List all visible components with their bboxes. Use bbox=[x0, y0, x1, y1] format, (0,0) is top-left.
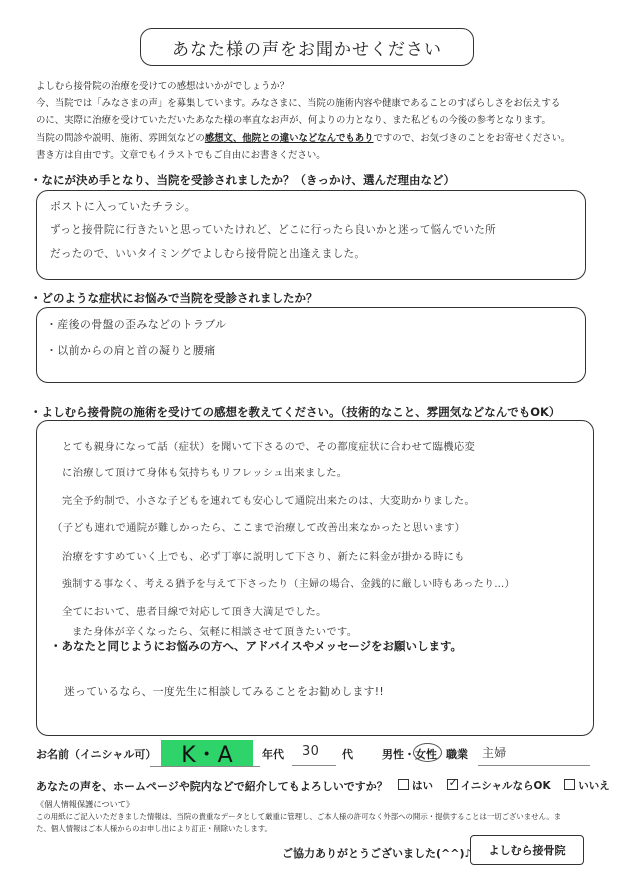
answer-1-line: だったので、いいタイミングでよしむら接骨院と出逢えました。 bbox=[50, 248, 366, 260]
question-3-label: ・よしむら接骨院の施術を受けての感想を教えてください。（技術的なこと、雰囲気などなんでもOK） bbox=[30, 405, 561, 419]
privacy-line: この用紙にご記入いただきました情報は、当院の貴重なデータとして厳重に管理し、ご本人様の許可なく外部への開示・提供することは一切ございません。ま bbox=[36, 812, 562, 821]
age-suffix: 代 bbox=[342, 748, 353, 761]
age-label: 年代 bbox=[262, 748, 284, 761]
privacy-section bbox=[36, 797, 616, 835]
thanks-text: ご協力ありがとうございました(^^)♪ bbox=[282, 847, 472, 860]
answer-3-line: とても親身になって話（症状）を聞いて下さるので、その都度症状に合わせて臨機応変 bbox=[62, 441, 476, 453]
intro-line: 当院の問診や説明、施術、雰囲気などの感想文、他院との違いなどなんでもありですので、お気づきのことをお寄せください。 bbox=[36, 132, 571, 144]
answer-3-line: に治療して頂けて身体も気持ちもリフレッシュ出来ました。 bbox=[62, 467, 348, 479]
page-title: あなた様の声をお聞かせください bbox=[140, 28, 474, 66]
clinic-name-box: よしむら接骨院 bbox=[470, 835, 584, 865]
option-no-label: いいえ bbox=[578, 780, 610, 792]
option-yes-label: はい bbox=[412, 780, 433, 792]
answer-1-line: ポストに入っていたチラシ。 bbox=[50, 200, 197, 213]
option-initial-label: イニシャルならOK bbox=[460, 780, 551, 792]
name-underline bbox=[150, 766, 260, 767]
intro-emphasis: 感想文、他院との違いなどなんでもあり bbox=[204, 132, 374, 144]
name-label: お名前（イニシャル可） bbox=[36, 748, 157, 761]
intro-text bbox=[36, 78, 616, 164]
answer-2-line: ・以前からの肩と首の凝りと腰痛 bbox=[46, 344, 216, 357]
answer-3-line: 強制する事なく、考える猶予を与えて下さったり（主婦の場合、金銭的に厳しい時もあったり…） bbox=[62, 579, 515, 590]
answer-3-line: （子ども連れで通院が難しかったら、ここまで治療して改善出来なかったと思います） bbox=[52, 522, 466, 534]
checkbox-no[interactable] bbox=[564, 779, 575, 790]
checkbox-initial[interactable] bbox=[447, 776, 458, 790]
job-value[interactable]: 主婦 bbox=[482, 746, 507, 760]
gender-select[interactable]: 男性・女性 bbox=[382, 748, 437, 761]
answer-3-line: 治療をすすめていく上でも、必ず丁寧に説明して下さり、新たに料金が掛かる時にも bbox=[62, 551, 465, 563]
privacy-line: た、個人情報はご本人様からのお申し出により訂正・削除いたします。 bbox=[36, 824, 272, 833]
intro-line: 今、当院では「みなさまの声」を募集しています。みなさまに、当院の施術内容や健康であることのすばらしさをお伝えする bbox=[36, 98, 561, 110]
answer-3-line: 完全予約制で、小さな子どもを連れても安心して通院出来たのは、大変助かりました。 bbox=[62, 495, 476, 507]
question-1-label: ・なにが決め手となり、当院を受診されましたか？（きっかけ、選んだ理由など） bbox=[30, 173, 456, 187]
age-underline bbox=[292, 765, 336, 766]
answer-4-text: 迷っているなら、一度先生に相談してみることをお勧めします!! bbox=[64, 685, 384, 698]
job-underline bbox=[478, 765, 590, 766]
age-value[interactable]: 30 bbox=[302, 744, 320, 759]
intro-line: よしむら接骨院の治療を受けての感想はいかがでしょうか？ bbox=[36, 81, 290, 92]
question-4-label: ・あなたと同じようにお悩みの方へ、アドバイスやメッセージをお願いします。 bbox=[50, 639, 463, 653]
check-mark-icon: ✓ bbox=[448, 776, 458, 789]
answer-1-line: ずっと接骨院に行きたいと思っていたけれど、どこに行ったら良いかと迷って悩んでいた所 bbox=[50, 224, 497, 236]
answer-3-line: 全てにおいて、患者目線で対応して頂き大満足でした。 bbox=[62, 606, 327, 618]
gender-circle-mark bbox=[413, 743, 442, 762]
question-2-label: ・どのような症状にお悩みで当院を受診されましたか？ bbox=[30, 291, 318, 305]
answer-2-line: ・産後の骨盤の歪みなどのトラブル bbox=[46, 318, 227, 331]
checkbox-yes[interactable] bbox=[398, 779, 409, 790]
intro-line: のに、実際に治療を受けていただいたあなた様の率直なお声が、何よりの力となり、また私どもの今後の参考となります。 bbox=[36, 115, 551, 127]
name-value[interactable]: K・A bbox=[161, 740, 253, 767]
job-label: 職業 bbox=[446, 748, 468, 761]
intro-line: 書き方は自由です。文章でもイラストでもご自由にお書きください。 bbox=[36, 149, 326, 161]
answer-3-line: また身体が辛くなったら、気軽に相談させて頂きたいです。 bbox=[72, 626, 358, 638]
consent-options bbox=[398, 778, 610, 793]
privacy-heading: 《個人情報保護について》 bbox=[36, 799, 135, 809]
consent-question: あなたの声を、ホームページや院内などで紹介してもよろしいですか？ bbox=[36, 780, 388, 793]
